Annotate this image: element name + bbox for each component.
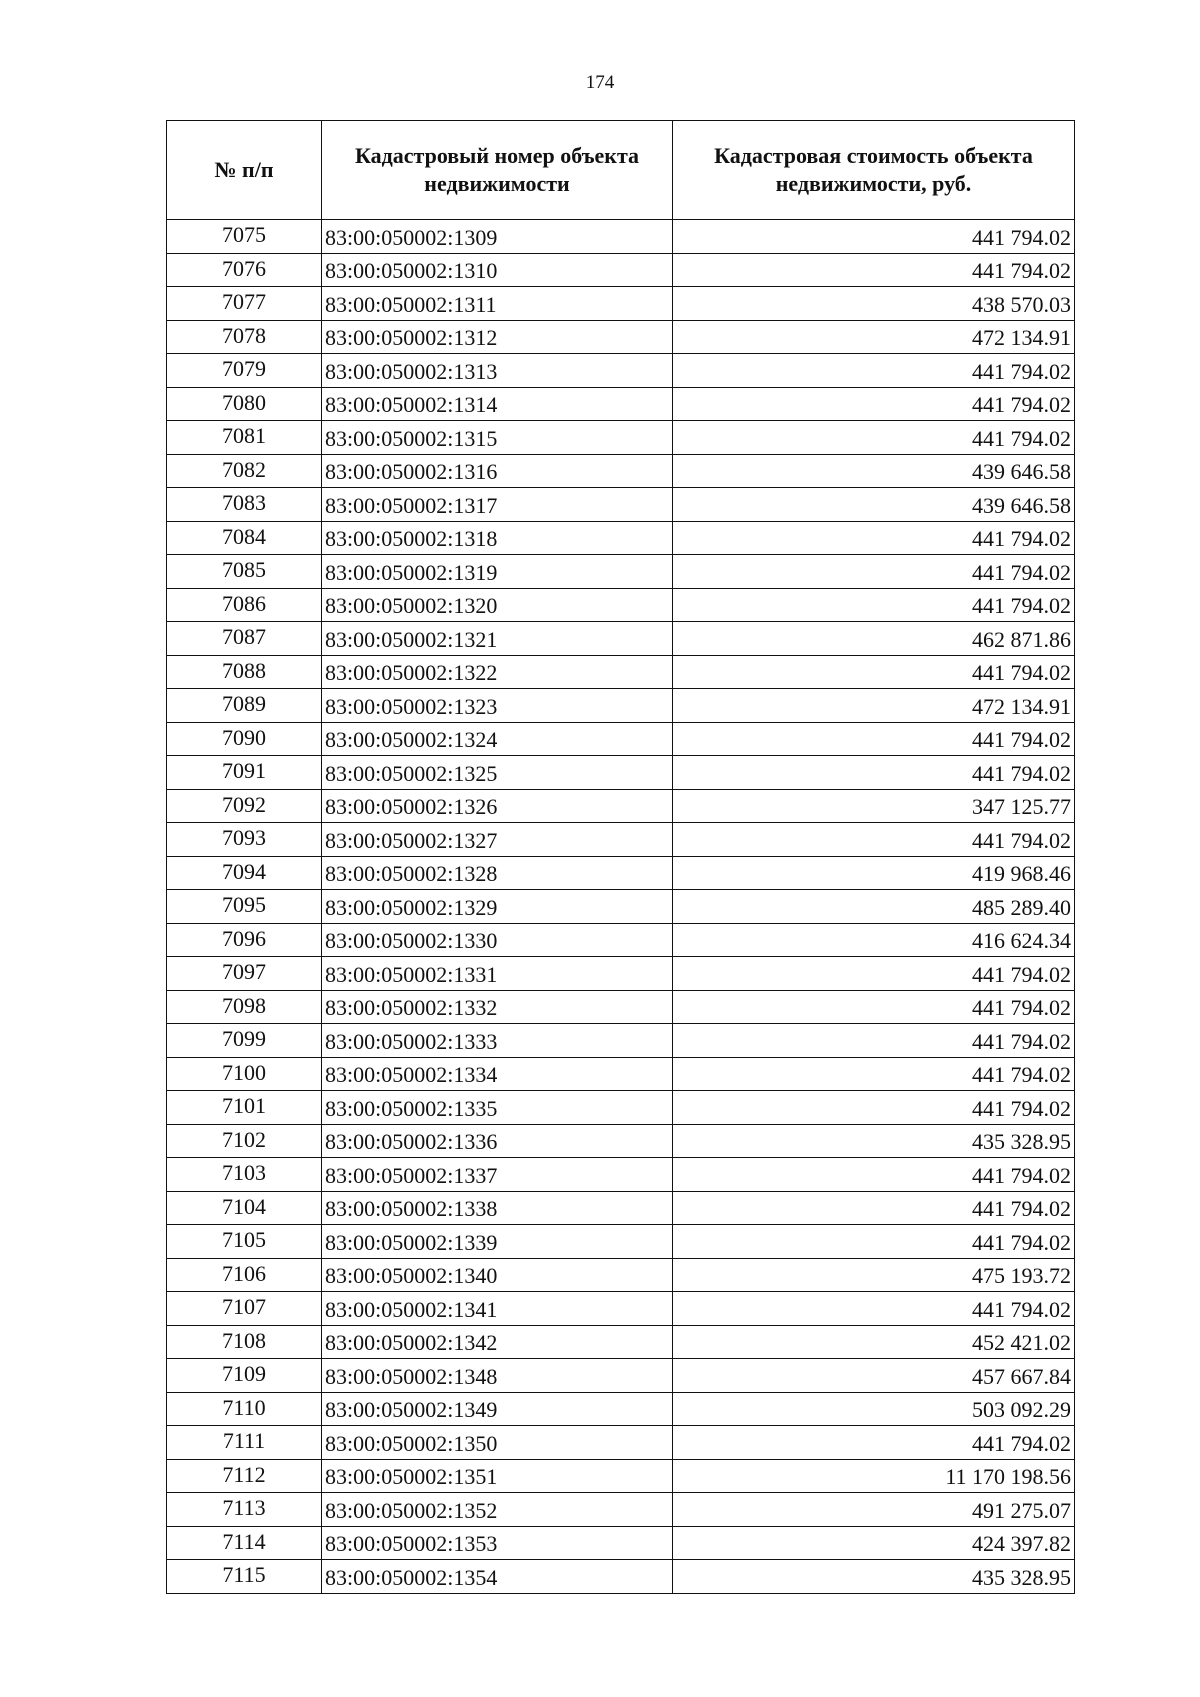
cadastral-value-cell: 435 328.95	[673, 1560, 1075, 1594]
cadastral-value-cell: 441 794.02	[673, 1292, 1075, 1326]
cadastral-value-cell: 462 871.86	[673, 622, 1075, 656]
cadastral-value-cell: 441 794.02	[673, 823, 1075, 857]
cadastral-number-cell: 83:00:050002:1337	[322, 1158, 673, 1192]
table-row	[167, 689, 1075, 723]
cadastral-value-cell: 441 794.02	[673, 1225, 1075, 1259]
cadastral-value-cell: 441 794.02	[673, 1057, 1075, 1091]
table-row	[167, 990, 1075, 1024]
row-number-cell: 7087	[167, 622, 322, 656]
row-number-cell: 7097	[167, 957, 322, 991]
table-row	[167, 890, 1075, 924]
row-number-cell: 7095	[167, 890, 322, 924]
cadastral-number-cell: 83:00:050002:1353	[322, 1526, 673, 1560]
row-number-cell: 7077	[167, 287, 322, 321]
row-number-cell: 7091	[167, 756, 322, 790]
row-number-cell: 7103	[167, 1158, 322, 1192]
cadastral-value-cell: 441 794.02	[673, 421, 1075, 455]
table-row	[167, 555, 1075, 589]
cadastral-number-cell: 83:00:050002:1339	[322, 1225, 673, 1259]
table-row	[167, 856, 1075, 890]
row-number-cell: 7115	[167, 1560, 322, 1594]
cadastral-number-cell: 83:00:050002:1336	[322, 1124, 673, 1158]
page-number: 174	[585, 72, 615, 93]
row-number-cell: 7104	[167, 1191, 322, 1225]
cadastral-number-cell: 83:00:050002:1349	[322, 1392, 673, 1426]
header-cadastral-number: Кадастровый номер объекта недвижимости	[322, 121, 673, 220]
cadastral-number-cell: 83:00:050002:1325	[322, 756, 673, 790]
cadastral-value-cell: 435 328.95	[673, 1124, 1075, 1158]
cadastral-value-cell: 424 397.82	[673, 1526, 1075, 1560]
row-number-cell: 7092	[167, 789, 322, 823]
cadastral-number-cell: 83:00:050002:1309	[322, 220, 673, 254]
row-number-cell: 7108	[167, 1325, 322, 1359]
row-number-cell: 7082	[167, 454, 322, 488]
table-row	[167, 1024, 1075, 1058]
row-number-cell: 7083	[167, 488, 322, 522]
cadastral-value-cell: 503 092.29	[673, 1392, 1075, 1426]
cadastral-number-cell: 83:00:050002:1352	[322, 1493, 673, 1527]
cadastral-number-cell: 83:00:050002:1313	[322, 354, 673, 388]
cadastral-number-cell: 83:00:050002:1332	[322, 990, 673, 1024]
cadastral-value-cell: 475 193.72	[673, 1258, 1075, 1292]
cadastral-value-cell: 457 667.84	[673, 1359, 1075, 1393]
cadastral-number-cell: 83:00:050002:1326	[322, 789, 673, 823]
cadastral-number-cell: 83:00:050002:1341	[322, 1292, 673, 1326]
cadastral-value-cell: 441 794.02	[673, 1091, 1075, 1125]
cadastral-value-cell: 438 570.03	[673, 287, 1075, 321]
row-number-cell: 7102	[167, 1124, 322, 1158]
table-row	[167, 220, 1075, 254]
table-row	[167, 1359, 1075, 1393]
row-number-cell: 7075	[167, 220, 322, 254]
row-number-cell: 7100	[167, 1057, 322, 1091]
table-row	[167, 923, 1075, 957]
cadastral-number-cell: 83:00:050002:1317	[322, 488, 673, 522]
cadastral-number-cell: 83:00:050002:1327	[322, 823, 673, 857]
row-number-cell: 7094	[167, 856, 322, 890]
row-number-cell: 7085	[167, 555, 322, 589]
cadastral-value-cell: 441 794.02	[673, 1426, 1075, 1460]
row-number-cell: 7084	[167, 521, 322, 555]
cadastral-number-cell: 83:00:050002:1328	[322, 856, 673, 890]
table-row	[167, 1560, 1075, 1594]
cadastral-number-cell: 83:00:050002:1321	[322, 622, 673, 656]
row-number-cell: 7111	[167, 1426, 322, 1460]
table-row	[167, 1526, 1075, 1560]
table-row	[167, 287, 1075, 321]
table-row	[167, 722, 1075, 756]
cadastral-value-cell: 439 646.58	[673, 488, 1075, 522]
cadastral-number-cell: 83:00:050002:1350	[322, 1426, 673, 1460]
row-number-cell: 7105	[167, 1225, 322, 1259]
cadastral-value-cell: 441 794.02	[673, 957, 1075, 991]
table-row	[167, 1091, 1075, 1125]
row-number-cell: 7098	[167, 990, 322, 1024]
cadastral-value-cell: 452 421.02	[673, 1325, 1075, 1359]
row-number-cell: 7110	[167, 1392, 322, 1426]
row-number-cell: 7113	[167, 1493, 322, 1527]
cadastral-number-cell: 83:00:050002:1342	[322, 1325, 673, 1359]
table-row	[167, 957, 1075, 991]
cadastral-value-cell: 439 646.58	[673, 454, 1075, 488]
cadastral-number-cell: 83:00:050002:1318	[322, 521, 673, 555]
table-row	[167, 1225, 1075, 1259]
row-number-cell: 7081	[167, 421, 322, 455]
row-number-cell: 7076	[167, 253, 322, 287]
header-cadastral-value: Кадастровая стоимость объекта недвижимости, руб.	[673, 121, 1075, 220]
row-number-cell: 7086	[167, 588, 322, 622]
cadastral-number-cell: 83:00:050002:1315	[322, 421, 673, 455]
table-row	[167, 756, 1075, 790]
row-number-cell: 7088	[167, 655, 322, 689]
cadastral-value-cell: 441 794.02	[673, 756, 1075, 790]
table-row	[167, 488, 1075, 522]
cadastral-number-cell: 83:00:050002:1340	[322, 1258, 673, 1292]
row-number-cell: 7093	[167, 823, 322, 857]
cadastral-number-cell: 83:00:050002:1329	[322, 890, 673, 924]
row-number-cell: 7096	[167, 923, 322, 957]
cadastral-value-cell: 441 794.02	[673, 253, 1075, 287]
table-row	[167, 1459, 1075, 1493]
cadastral-number-cell: 83:00:050002:1348	[322, 1359, 673, 1393]
cadastral-number-cell: 83:00:050002:1320	[322, 588, 673, 622]
cadastral-value-cell: 419 968.46	[673, 856, 1075, 890]
table-row	[167, 454, 1075, 488]
cadastral-number-cell: 83:00:050002:1314	[322, 387, 673, 421]
cadastral-number-cell: 83:00:050002:1311	[322, 287, 673, 321]
table-row	[167, 1191, 1075, 1225]
table-body	[167, 220, 1075, 1594]
cadastral-value-cell: 485 289.40	[673, 890, 1075, 924]
cadastral-value-cell: 416 624.34	[673, 923, 1075, 957]
cadastral-value-cell: 441 794.02	[673, 354, 1075, 388]
table-row	[167, 1124, 1075, 1158]
table-row	[167, 588, 1075, 622]
row-number-cell: 7080	[167, 387, 322, 421]
cadastral-number-cell: 83:00:050002:1354	[322, 1560, 673, 1594]
table-header-row	[167, 121, 1075, 220]
cadastral-value-table	[166, 120, 1075, 1594]
cadastral-value-cell: 441 794.02	[673, 655, 1075, 689]
table-row	[167, 1258, 1075, 1292]
row-number-cell: 7089	[167, 689, 322, 723]
cadastral-number-cell: 83:00:050002:1330	[322, 923, 673, 957]
cadastral-value-cell: 347 125.77	[673, 789, 1075, 823]
cadastral-number-cell: 83:00:050002:1322	[322, 655, 673, 689]
row-number-cell: 7090	[167, 722, 322, 756]
cadastral-number-cell: 83:00:050002:1312	[322, 320, 673, 354]
cadastral-number-cell: 83:00:050002:1316	[322, 454, 673, 488]
table-header	[167, 121, 1075, 220]
table-row	[167, 387, 1075, 421]
cadastral-number-cell: 83:00:050002:1324	[322, 722, 673, 756]
cadastral-value-cell: 441 794.02	[673, 387, 1075, 421]
row-number-cell: 7099	[167, 1024, 322, 1058]
cadastral-number-cell: 83:00:050002:1338	[322, 1191, 673, 1225]
cadastral-number-cell: 83:00:050002:1333	[322, 1024, 673, 1058]
table-row	[167, 421, 1075, 455]
table-row	[167, 1057, 1075, 1091]
row-number-cell: 7106	[167, 1258, 322, 1292]
cadastral-number-cell: 83:00:050002:1319	[322, 555, 673, 589]
cadastral-value-cell: 441 794.02	[673, 722, 1075, 756]
cadastral-value-cell: 441 794.02	[673, 1158, 1075, 1192]
cadastral-number-cell: 83:00:050002:1335	[322, 1091, 673, 1125]
table-row	[167, 622, 1075, 656]
cadastral-value-cell: 441 794.02	[673, 1024, 1075, 1058]
table-row	[167, 354, 1075, 388]
table-row	[167, 521, 1075, 555]
table-row	[167, 1325, 1075, 1359]
row-number-cell: 7079	[167, 354, 322, 388]
cadastral-value-cell: 441 794.02	[673, 990, 1075, 1024]
table-row	[167, 1392, 1075, 1426]
cadastral-number-cell: 83:00:050002:1334	[322, 1057, 673, 1091]
cadastral-value-cell: 472 134.91	[673, 689, 1075, 723]
row-number-cell: 7101	[167, 1091, 322, 1125]
row-number-cell: 7107	[167, 1292, 322, 1326]
table-row	[167, 1426, 1075, 1460]
cadastral-value-cell: 491 275.07	[673, 1493, 1075, 1527]
table-row	[167, 320, 1075, 354]
table-row	[167, 789, 1075, 823]
cadastral-value-cell: 441 794.02	[673, 588, 1075, 622]
row-number-cell: 7112	[167, 1459, 322, 1493]
header-row-number: № п/п	[167, 121, 322, 220]
cadastral-value-cell: 441 794.02	[673, 1191, 1075, 1225]
cadastral-value-cell: 441 794.02	[673, 521, 1075, 555]
table-row	[167, 655, 1075, 689]
cadastral-number-cell: 83:00:050002:1351	[322, 1459, 673, 1493]
cadastral-value-cell: 441 794.02	[673, 555, 1075, 589]
table-row	[167, 823, 1075, 857]
table-row	[167, 1292, 1075, 1326]
row-number-cell: 7114	[167, 1526, 322, 1560]
cadastral-number-cell: 83:00:050002:1310	[322, 253, 673, 287]
cadastral-number-cell: 83:00:050002:1323	[322, 689, 673, 723]
row-number-cell: 7109	[167, 1359, 322, 1393]
table-row	[167, 1158, 1075, 1192]
cadastral-value-cell: 441 794.02	[673, 220, 1075, 254]
row-number-cell: 7078	[167, 320, 322, 354]
cadastral-value-cell: 472 134.91	[673, 320, 1075, 354]
cadastral-value-cell: 11 170 198.56	[673, 1459, 1075, 1493]
cadastral-number-cell: 83:00:050002:1331	[322, 957, 673, 991]
table-row	[167, 1493, 1075, 1527]
table-row	[167, 253, 1075, 287]
